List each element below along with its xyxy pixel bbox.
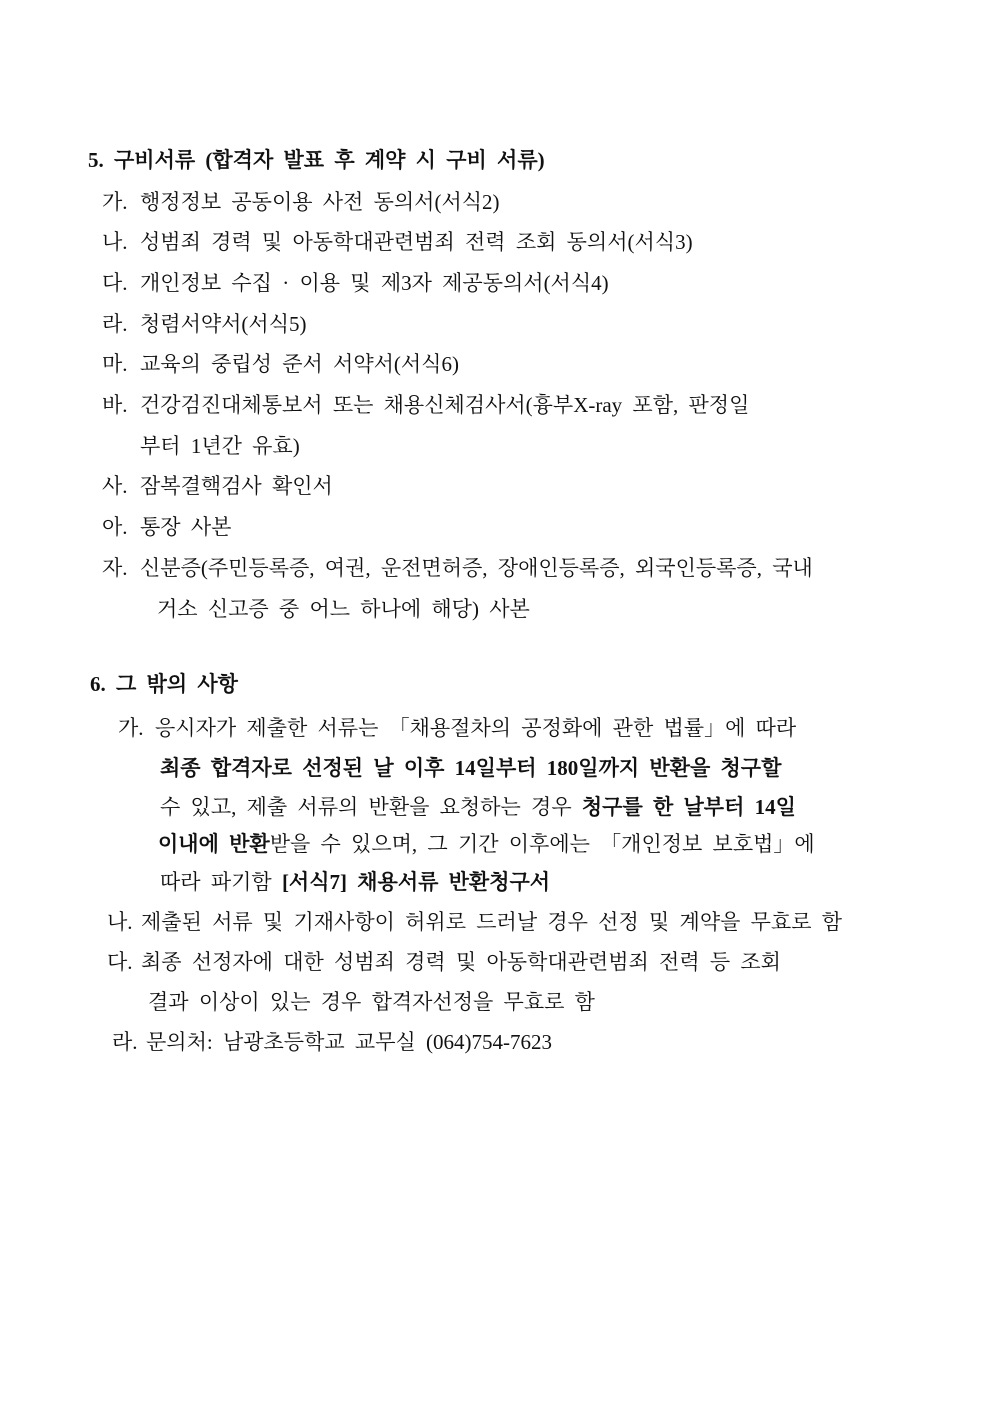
item-text: 최종 선정자에 대한 성범죄 경력 및 아동학대관련범죄 전력 등 조회 [141, 950, 781, 974]
section6-item-da-line2: 결과 이상이 있는 경우 합격자선정을 무효로 함 [148, 990, 595, 1014]
item-text: 문의처: 남광초등학교 교무실 (064)754-7623 [146, 1030, 552, 1054]
section6-item-na [107, 908, 842, 936]
item-text: 청렴서약서(서식5) [140, 312, 307, 336]
item-text: 받을 수 있으며, 그 기간 이후에는 「개인정보 보호법」에 [269, 832, 815, 856]
section5-item-ra [102, 310, 307, 338]
section5-item-ba-line2: 부터 1년간 유효) [140, 434, 300, 458]
item-text-bold: [서식7] 채용서류 반환청구서 [281, 870, 551, 894]
section6-item-ga-line2: 최종 합격자로 선정된 날 이후 14일부터 180일까지 반환을 청구할 [160, 756, 782, 780]
item-text: 교육의 중립성 준서 서약서(서식6) [140, 352, 459, 376]
item-label: 가. [102, 190, 128, 214]
item-text: 개인정보 수집 · 이용 및 제3자 제공동의서(서식4) [140, 271, 609, 295]
item-text: 성범죄 경력 및 아동학대관련범죄 전력 조회 동의서(서식3) [140, 230, 693, 254]
section5-item-ma [102, 350, 459, 378]
section6-heading: 6. 그 밖의 사항 [90, 672, 238, 696]
item-label: 사. [102, 474, 128, 498]
item-text-bold: 이내에 반환 [158, 832, 270, 856]
item-text: 신분증(주민등록증, 여권, 운전면허증, 장애인등록증, 외국인등록증, 국내 [140, 556, 813, 580]
section6-item-ra [112, 1028, 552, 1056]
section5-heading: 5. 구비서류 (합격자 발표 후 계약 시 구비 서류) [88, 148, 545, 172]
item-text: 따라 파기함 [160, 870, 282, 894]
section6-item-ga-line3 [160, 793, 796, 821]
item-label: 아. [102, 515, 128, 539]
item-label: 라. [112, 1030, 138, 1054]
item-text: 수 있고, 제출 서류의 반환을 요청하는 경우 [160, 795, 582, 819]
section6-item-da-line1 [107, 948, 781, 976]
section5-item-sa [102, 472, 333, 500]
section5-item-ga [102, 188, 500, 216]
item-text: 응시자가 제출한 서류는 「채용절차의 공정화에 관한 법률」에 따라 [155, 716, 797, 740]
section5-item-ja-line2: 거소 신고증 중 어느 하나에 해당) 사본 [157, 597, 530, 621]
item-label: 자. [102, 556, 128, 580]
item-label: 다. [107, 950, 133, 974]
section6-item-ga-line1 [118, 714, 796, 742]
item-label: 가. [118, 716, 144, 740]
section5-item-ja [102, 554, 813, 582]
item-label: 나. [102, 230, 128, 254]
section5-item-ba [102, 391, 749, 419]
item-text: 행정정보 공동이용 사전 동의서(서식2) [140, 190, 500, 214]
section6-item-ga-line5 [160, 868, 550, 896]
item-text: 제출된 서류 및 기재사항이 허위로 드러날 경우 선정 및 계약을 무효로 함 [141, 910, 843, 934]
section5-item-a [102, 513, 231, 541]
item-text-bold: 청구를 한 날부터 14일 [581, 795, 796, 819]
section6-item-ga-line4 [158, 830, 815, 858]
item-label: 나. [107, 910, 133, 934]
item-label: 마. [102, 352, 128, 376]
item-label: 다. [102, 271, 128, 295]
item-text: 잠복결핵검사 확인서 [140, 474, 333, 498]
item-text: 건강검진대체통보서 또는 채용신체검사서(흉부X-ray 포함, 판정일 [140, 393, 750, 417]
item-label: 바. [102, 393, 128, 417]
section5-item-da [102, 269, 609, 297]
item-label: 라. [102, 312, 128, 336]
item-text: 통장 사본 [140, 515, 232, 539]
section5-item-na [102, 228, 693, 256]
